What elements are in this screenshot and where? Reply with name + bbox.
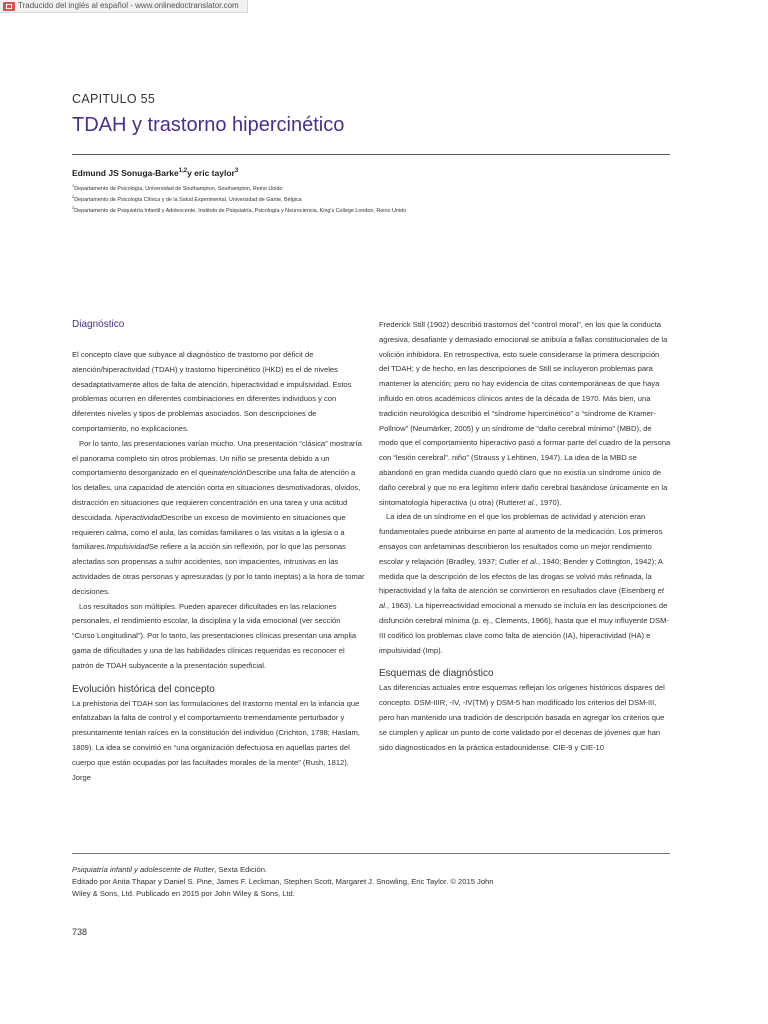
affiliation-1: $^1$Departamento de Psicología, Universidad de Southampton, Southampton, Reino Unido — [72, 183, 283, 192]
chapter-label: CAPITULO 55 — [72, 92, 156, 106]
footnote-line-2: Editado por Anita Thapar y Daniel S. Pine, James F. Leckman, Stephen Scott, Margaret J. Snowling, Eric Taylor. © 2015 John — [72, 877, 494, 886]
author-1-affiliation-marker: 1,2 — [178, 168, 188, 175]
footnote-divider — [72, 853, 670, 854]
paragraph-evolucion-1: La prehistoria del TDAH son las formulaciones del trastorno mental en la infancia que enfatizaban la falta de control y el comportamiento tremendamente perturbador y presuntamente tenían raíces en la constitución del individuo (Crichton, 1798; Haslam, 1809). La idea se convirtió en “una organización defectuosa en aquellas partes del cuerpo que están ocupadas por las facultades morales de la mente” (Rush, 1812). Jorge — [72, 698, 360, 782]
author-2: y eric taylor — [187, 168, 235, 178]
footnote-line-1: Psiquiatría infantil y adolescente de Rutter, Sexta Edición. — [72, 865, 268, 874]
paragraph-diagnostico-1: El concepto clave que subyace al diagnóstico de trastorno por déficit de atención/hiperactividad (TDAH) y trastorno hipercinético (HKD) es el de niveles desadaptativamente altos de falta de atención, hiperactividad e impulsividad. Estos problemas ocurren en diferentes combinaciones en diferentes individuos y con diferentes niveles y tipos de problemas asociados. Son descripciones de comportamiento, no explicaciones. — [72, 350, 352, 433]
paragraph-diagnostico-2: Por lo tanto, las presentaciones varían mucho. Una presentación “clásica” mostraría el panorama completo sin otros problemas. Un niño se presenta debido a un comportamiento desorganizado en el queinatenciónDescribe una falta de atención a los detalles, una capacidad de atención corta en situaciones desmotivadoras, olvidos, distracción en situaciones que requieren concentración en una tarea y una actitud descuidada. hiperactividadDescribe un exceso de movimiento en situaciones que requieren calma, como el aula, las comidas familiares o las visitas a la iglesia o a familiares.ImpulsividadSe refiere a la acción sin reflexión, por lo que las personas afectadas son propensas a sufrir accidentes, son impacientes, intrusivas en las actividades de otras personas y apresuradas (y por lo tanto ineptas) a la hora de tomar decisiones. — [72, 438, 365, 596]
heading-esquemas: Esquemas de diagnóstico — [379, 668, 494, 680]
paragraph-medicacion: La idea de un síndrome en el que los problemas de actividad y atención eran fundamentales puede atribuirse en parte al aumento de la medicación. Los primeros ensayos con anfetaminas describieron los resultados como un mejor rendimiento escolar y relajación (Bradley, 1937; Cutler et al., 1940; Bender y Cottington, 1942); A medida que la descripción de los efectos de las drogas se volvió más refinada, la hiperactividad y la falta de atención se convirtieron en resultados clave (Eisenberg et al., 1963). La hiperreactividad emocional a menudo se incluía en las descripciones de disfunción cerebral mínima (p. ej., Clements, 1966), hasta que el muy influyente DSM-III codificó los problemas clave como falta de atención (IA), hiperactividad (HA) e impulsividad (Imp). — [379, 512, 669, 655]
paragraph-still: Frederick Still (1902) describió trastornos del “control moral”, en los que la conducta agresiva, desafiante y demasiado emocional se atribuía a fallas constitucionales de la volición inhibidora. En retrospectiva, esto suele considerarse la primera descripción del TDAH; y de hecho, en las descripciones de Still se incluyeron problemas para mantener la atención; pero no hay evidencia de citas contemporáneas de que haya influido en otros académicos clínicos antes de la década de 1970. Más bien, una tradición neurológica describió el “síndrome hipercinético” o “síndrome de Kramer-Pollnow” (Neumärker, 2005) y un síndrome de “daño cerebral mínimo” (MBD), de modo que el comportamiento hiperactivo pasó a formar parte del cuadro de la persona con “lesión cerebral”. niño” (Strauss y Lehtinen, 1947). La idea de la MBD se abandonó en gran medida cuando quedó claro que no existía un síndrome único de daño cerebral y que no era legítimo inferir daño cerebral basándose únicamente en la sintomatología hiperactiva (u otra) (Rutteret al., 1970). — [379, 320, 671, 507]
heading-evolucion: Evolución histórica del concepto — [72, 683, 215, 695]
title-divider — [72, 154, 670, 155]
right-column — [379, 318, 671, 755]
copyright-footnote — [72, 864, 494, 900]
paragraph-diagnostico-3: Los resultados son múltiples. Pueden aparecer dificultades en las relaciones personales, el rendimiento escolar, la disciplina y la vida emocional (ver sección “Curso Longitudinal”). Por lo tanto, las presentaciones clínicas presentan una amplia gama de dificultades y una de las habilidades clínicas requeridas es reconocer el patrón de TDAH subyacente a la presentación superficial. — [72, 601, 357, 670]
page-number: 738 — [72, 927, 88, 937]
author-line — [72, 168, 238, 178]
affiliation-3: $^3$Departamento de Psiquiatría Infantil y Adolescente, Instituto de Psiquiatría, Psicología y Neurociencia, King's College London, Reino Unido — [72, 205, 407, 214]
footnote-line-3: Wiley & Sons, Ltd. Publicado en 2015 por John Wiley & Sons, Ltd. — [72, 889, 295, 898]
translator-logo-icon — [3, 2, 15, 11]
affiliation-2: $^2$Departamento de Psicología Clínica y de la Salud Experimental, Universidad de Gante, Bélgica — [72, 194, 302, 203]
translator-banner-text[interactable]: Traducido del inglés al español - www.onlinedoctranslator.com — [18, 1, 239, 10]
author-1: Edmund JS Sonuga-Barke — [72, 168, 179, 178]
heading-diagnostico: Diagnóstico — [72, 319, 125, 330]
chapter-title: TDAH y trastorno hipercinético — [72, 114, 345, 136]
left-column — [72, 318, 365, 785]
author-2-affiliation-marker: 3 — [234, 168, 239, 175]
translator-banner[interactable] — [0, 0, 248, 13]
paragraph-esquemas: Las diferencias actuales entre esquemas reflejan los orígenes históricos dispares del concepto. DSM-IIIR, -IV, -IV(TM) y DSM-5 han modificado los criterios del DSM-III, pero han mantenido una tradición de descripción basada en agregar los criterios que se cumplen y aplicar un punto de corte validado por el decenas de jóvenes que han sido diagnosticados en la práctica estadounidense. CIE-9 y CIE-10 — [379, 683, 665, 752]
